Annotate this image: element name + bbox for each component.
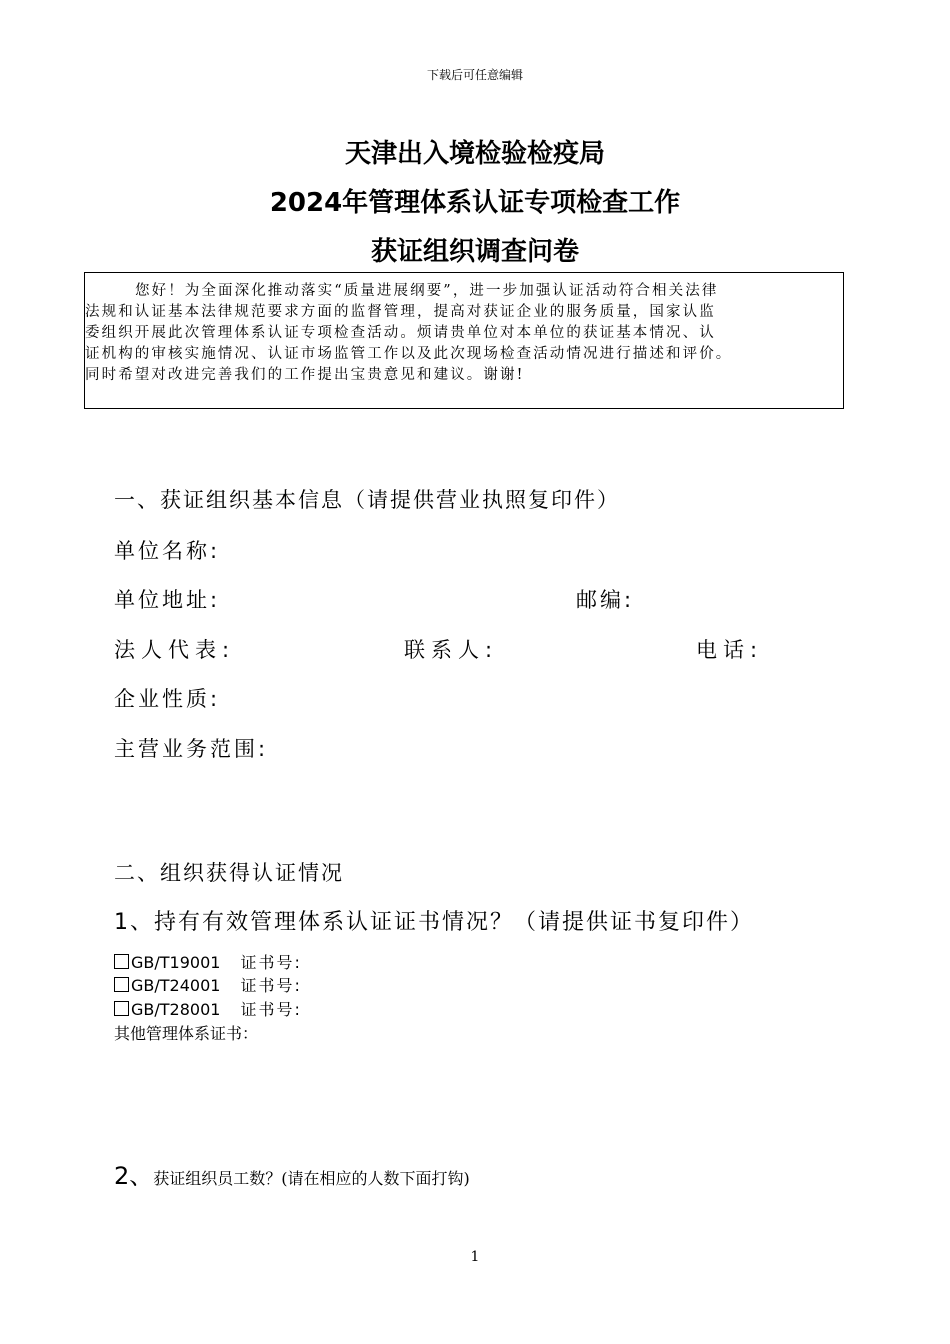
title-questionnaire: 获证组织调查问卷 (370, 237, 579, 267)
cert-row-24001 (114, 973, 302, 996)
other-cert-label: 其他管理体系证书： (114, 1024, 259, 1043)
intro-line: 委组织开展此次管理体系认证专项检查活动。烦请贵单位对本单位的获证基本情况、认 (85, 325, 716, 341)
cert-number-label: 证书号: (240, 953, 302, 972)
title-project: 2024年管理体系认证专项检查工作 (269, 188, 681, 218)
business-scope-label: 主营业务范围: (114, 737, 269, 761)
section1-heading: 一、获证组织基本信息（请提供营业执照复印件） (114, 488, 620, 512)
question-2-number: 2、 (114, 1162, 154, 1190)
cert-standard: GB/T19001 (131, 953, 221, 972)
header-note: 下载后可任意编辑 (426, 68, 523, 82)
section2-heading: 二、组织获得认证情况 (114, 861, 344, 885)
unit-address-label: 单位地址: (114, 588, 221, 612)
intro-line: 法规和认证基本法律规范要求方面的监督管理，提高对获证企业的服务质量，国家认监 (85, 304, 716, 320)
checkbox-19001[interactable] (114, 954, 129, 969)
page-number: 1 (470, 1249, 480, 1265)
cert-row-19001 (114, 950, 302, 973)
nature-label: 企业性质: (114, 687, 221, 711)
cert-number-label: 证书号: (240, 976, 302, 995)
intro-box (84, 272, 844, 409)
legal-rep-label: 法人代表: (114, 638, 236, 662)
question-2-text: 获证组织员工数？(请在相应的人数下面打钩) (153, 1169, 470, 1188)
title-organization: 天津出入境检验检疫局 (344, 139, 605, 169)
intro-line: 同时希望对改进完善我们的工作提出宝贵意见和建议。谢谢! (85, 367, 525, 383)
question-2 (114, 1156, 470, 1191)
intro-line: 您好！为全面深化推动落实“质量进展纲要”，进一步加强认证活动符合相关法律 (135, 283, 719, 299)
cert-standard: GB/T28001 (131, 1000, 221, 1019)
checkbox-28001[interactable] (114, 1001, 129, 1016)
cert-standard: GB/T24001 (131, 976, 221, 995)
question-1: 1、持有有效管理体系认证证书情况？（请提供证书复印件） (114, 910, 754, 935)
cert-number-label: 证书号: (240, 1000, 302, 1019)
unit-name-label: 单位名称: (114, 539, 221, 563)
cert-row-28001 (114, 997, 302, 1020)
phone-label: 电话: (696, 638, 764, 662)
intro-line: 证机构的审核实施情况、认证市场监管工作以及此次现场检查活动情况进行描述和评价。 (85, 346, 733, 362)
contact-label: 联系人: (404, 638, 499, 662)
checkbox-24001[interactable] (114, 977, 129, 992)
postcode-label: 邮编: (576, 588, 635, 612)
